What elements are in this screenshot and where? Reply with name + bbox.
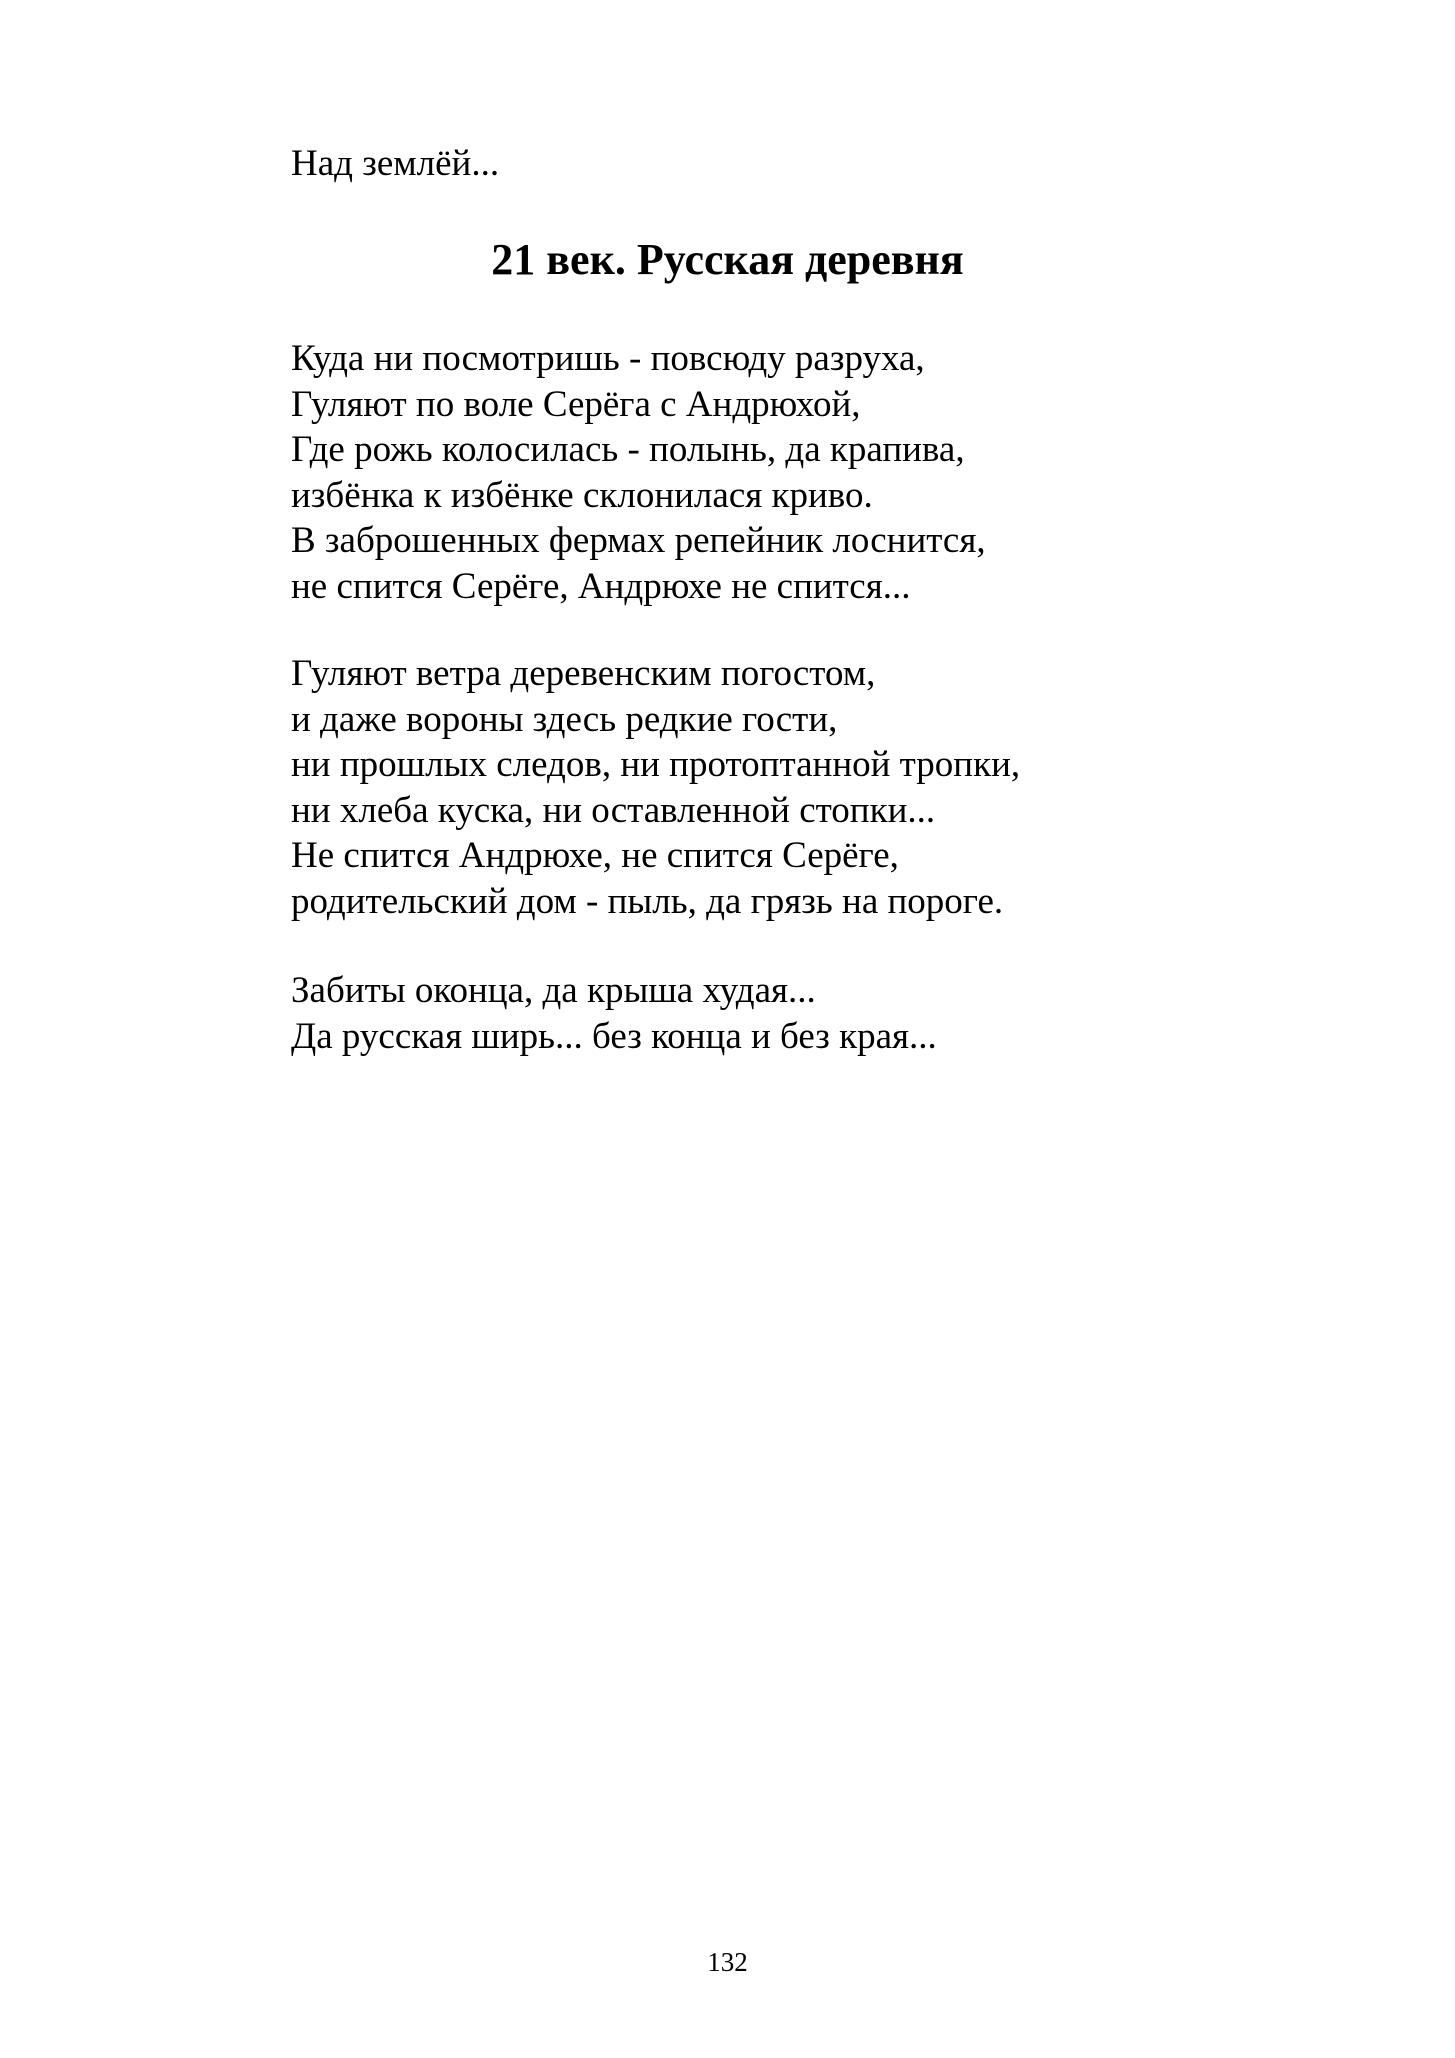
verse-line: и даже вороны здесь редкие гости, — [291, 698, 838, 740]
verse-line: В заброшенных фермах репейник лоснится, — [291, 520, 986, 562]
verse-line: Не спится Андрюхе, не спится Серёге, — [291, 835, 899, 877]
verse-line: ни прошлых следов, ни протоптанной тропки, — [291, 744, 1021, 786]
page-number: 132 — [707, 1947, 748, 1977]
previous-poem-tail: Над землёй... — [291, 143, 500, 184]
verse-line: Куда ни посмотришь - повсюду разруха, — [291, 338, 925, 379]
verse-line: Где рожь колосилась - полынь, да крапива, — [291, 429, 965, 471]
verse-line: Забиты оконца, да крыша худая... — [291, 970, 816, 1011]
verse-line: Гуляют ветра деревенским погостом, — [291, 653, 876, 694]
verse-line: родительский дом - пыль, да грязь на пороге. — [291, 880, 1004, 922]
verse-line: избёнка к избёнке склонилася криво. — [291, 474, 873, 516]
poem-title: 21 век. Русская деревня — [491, 235, 964, 284]
stanza — [291, 336, 986, 610]
verse-line: ни хлеба куска, ни оставленной стопки... — [291, 789, 936, 831]
stanza — [291, 968, 937, 1059]
stanza — [291, 651, 1020, 925]
verse-line: Гуляют по воле Серёга с Андрюхой, — [291, 383, 861, 425]
verse-line: Да русская ширь... без конца и без края... — [291, 1015, 937, 1057]
verse-line: не спится Серёге, Андрюхе не спится... — [291, 565, 911, 607]
